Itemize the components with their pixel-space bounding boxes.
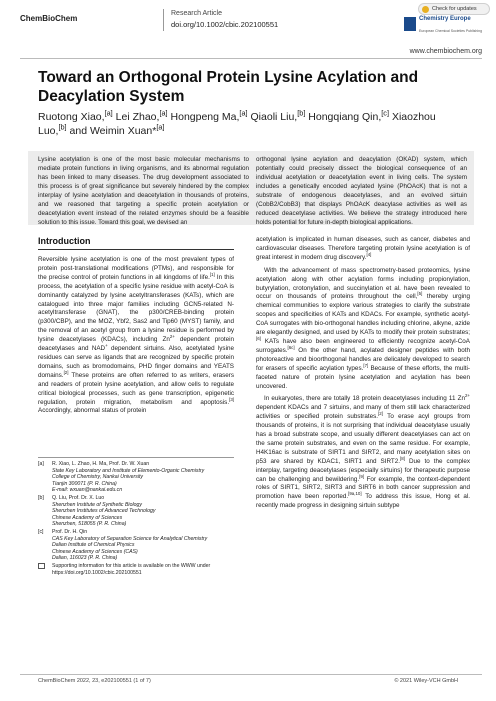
affiliation-c: [c] Prof. Dr. H. Qin CAS Key Laboratory of Separation Science for Analytical Chemistry Dalian Institute of Chemical Physics Chinese Academy of Sciences (CAS) Dalian, 116023 (P. R. China) — [38, 528, 208, 562]
publisher-subtitle: European Chemical Societies Publishing — [419, 29, 483, 33]
section-rule — [38, 249, 234, 250]
body-column-1: Reversible lysine acetylation is one of the most prevalent types of protein post-translational modifications (PTMs), and responsible for the precise control of protein functions in all kingdoms of life.[1] In this process, the acetylation of a specific lysine residue with acetyl-CoA is dominantly catalyzed by lysine acetyltransferases (KATs), which are catalogued into three major families including GCN5-related N-acetyltransferase (GNAT), the p300/CREB-binding protein (p300/CBP), and the MOZ, Ybf2, Sas2 and Tip60 (MYST) family, and the removal of an acetyl group from a lysine residue is performed by lysine deacetylases (KDACs), including $Zn^{2+}$ dependent protein deacetylases and NAD+ dependent sirtuins. Also, acetylated lysine residues can serve as ligands that are recognized by specific protein domains, such as bromodomains, PHD finger domains and YEATS domains.[2] These proteins are often referred to as writers, erasers and readers of protein lysine acetylation, and allow cells to regulate critical biological processes, such as gene transcription, epigenetic regulation, protein migration, metabolism and apoptosis.[3] Accordingly, abnormal status of protein — [38, 256, 234, 415]
footer-rule — [20, 674, 482, 675]
affiliations — [38, 461, 238, 576]
section-heading: Introduction — [38, 236, 91, 246]
check-for-updates-button[interactable] — [418, 3, 490, 15]
affiliation-a: [a] R. Xiao, L. Zhao, H. Ma, Prof. Dr. W. Xuan State Key Laboratory and Institute of Elemento-Organic Chemistry College of Chemistry, Nankai University Tianjin 300071 (P. R. China) E-mail: wxuan@nankai.edu.cn — [38, 461, 205, 494]
affiliation-rule — [38, 457, 234, 458]
header-rule — [20, 58, 482, 59]
update-icon — [422, 6, 429, 13]
paragraph-2c: In eukaryotes, there are totally 18 protein deacetylases including 11 $Zn^{2+}$ dependent KDACs and 7 sirtuins, and many of them still lack characterized activities or specified protein substrates.[2] To erase acyl groups from thousands of proteins, it is not surprising that individual deacetylase usually has a broad substrate scope, and usually different deacetylases can act on the same protein substrates, and even on the same residue. For example, H4K16ac is substrate of SIRT1 and SIRT2, and many acetylation sites on p53 are shared by KDAC1, SIRT1 and SIRT2.[8] Due to the complex interplay, targeting deacetylases (especially sirtuins) for therapeutic purpose can be challenging and bewildering.[9] For example, the context-dependent roles of SIRT1, SIRT2, SIRT3 and SIRT6 in both cancer suppression and promotion have been reported.[9a,10] To address this issue, Hong et al. recently made progress in designing sirtuin subtype — [256, 393, 470, 510]
check-for-updates-label: Check for updates — [432, 6, 477, 12]
journal-name: ChemBioChem — [20, 14, 78, 23]
abstract-right: orthogonal lysine acylation and deacylation (OKAD) system, which potentially could precisely dissect the biological consequence of an individual acetylation or deacetylation event in living cells. The system includes a genetically encoded acylated lysine (PhOAcK) that is not a substrate of endogenous deacetylases, and an evolved sirtuin (CobB2/CobB3) that displays PhOAcK deacylase activities as well as reduced deacetylase activities. We believe the strategy introduced here holds potential for future in-depth biological applications. — [256, 156, 467, 226]
header-divider — [163, 9, 164, 31]
publisher-name: Chemistry Europe — [419, 16, 471, 22]
journal-website-link[interactable]: www.chembiochem.org — [409, 48, 482, 55]
footer-copyright: © 2021 Wiley-VCH GmbH — [394, 678, 458, 684]
author-list: Ruotong Xiao,[a] Lei Zhao,[a] Hongpeng Ma,[a] Qiaoli Liu,[b] Hongqiang Qin,[c] Xiaozhou Luo,[b] and Weimin Xuan*[a] — [38, 108, 436, 137]
paragraph-2b: With the advancement of mass spectrometry-based proteomics, lysine acetylation along with other acylation forms including propionylation, butyrylation, crotonylation, and succinylation et al. have been revealed to occur on thousands of proteins throughout the cell,[5] thereby urging chemical communities to explore various strategies to clarify the substrate scopes and specificities of KATs and KDACs. For example, synthetic acetyl-CoA surrogates with bio-orthogonal handles including chlorine, alkyne, azide are elegantly designed, and used by KATs to modify their protein substrates;[6] KATs have also been engineered to efficiently recognize acetyl-CoA surrogates.[6c] On the other hand, acylated designer peptides with both photoreactive and bioorthogonal handles are delicately developed to search for erasers of specific acylation types.[7] Because of these efforts, the multi-faceted nature of protein lysine acetylation and acylation has been uncovered. — [256, 266, 471, 390]
supporting-info-text[interactable]: Supporting information for this article is available on the WWW under https://doi.org/10.1002/cbic.202100551 — [52, 562, 211, 576]
paragraph-2a: acetylation is implicated in human diseases, such as cancer, diabetes and cardiovascular diseases. Therefore targeting protein lysine acetylation is of great interest in modern drug discovery.[4] — [256, 236, 470, 261]
doi-link[interactable]: doi.org/10.1002/cbic.202100551 — [171, 20, 279, 29]
supporting-info — [38, 563, 238, 576]
chemistry-europe-logo-icon — [404, 17, 416, 31]
article-type: Research Article — [171, 10, 222, 17]
article-title: Toward an Orthogonal Protein Lysine Acylation and Deacylation System — [38, 69, 419, 105]
supporting-info-icon — [38, 563, 45, 569]
footer-citation: ChemBioChem 2022, 23, e202100551 (1 of 7) — [38, 678, 151, 684]
abstract-left: Lysine acetylation is one of the most basic molecular mechanisms to mediate protein functions in living organisms, and its abnormal regulation has been linked to many diseases. The drug development associated to this process is of great significance but severely hindered by the complex interplay of lysine acetylation and deacetylation in thousands of proteins, and we reasoned that targeting a specific protein acetylation or deacetylation event instead of the related enzymes should be a feasible solution to this issue. Toward this goal, we devised an — [38, 156, 249, 226]
email-link[interactable]: E-mail: wxuan@nankai.edu.cn — [52, 487, 123, 494]
affiliation-b: [b] Q. Liu, Prof. Dr. X. Luo Shenzhen Institute of Synthetic Biology Shenzhen Institutes of Advanced Technology Chinese Academy of Sciences Shenzhen, 518055 (P. R. China) — [38, 494, 156, 528]
body-column-2 — [256, 236, 470, 511]
